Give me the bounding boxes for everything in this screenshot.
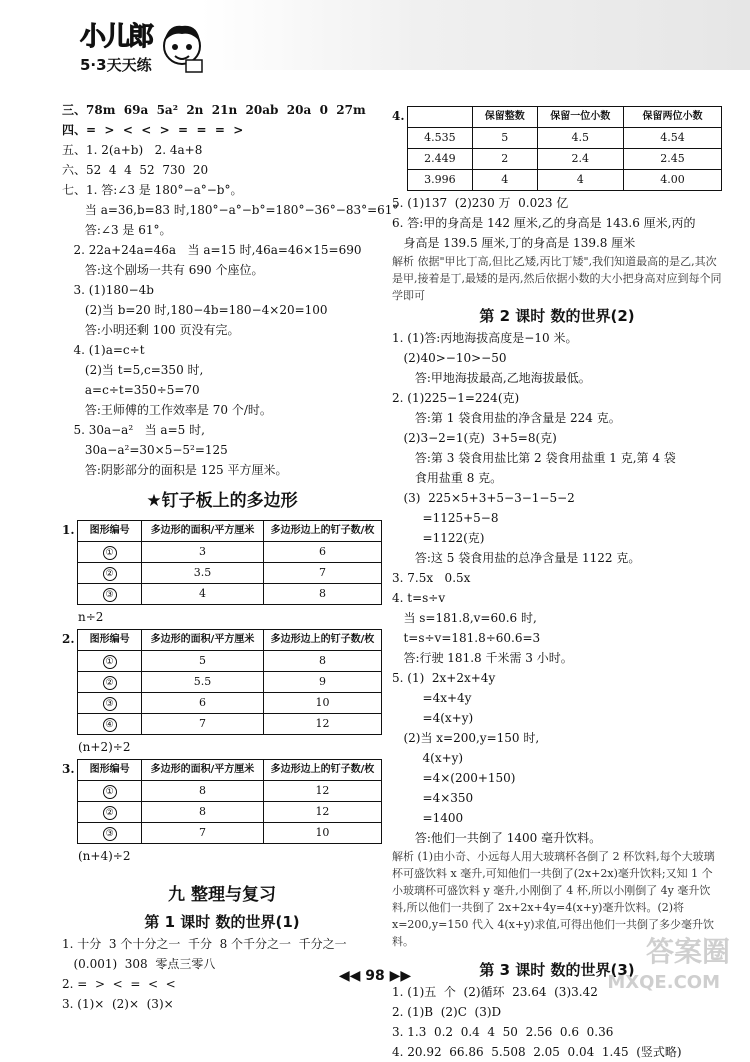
cell: 10 <box>263 823 381 844</box>
col-header: 图形编号 <box>78 760 142 781</box>
answer-line: 答:甲地海拔最高,乙地海拔最低。 <box>392 371 591 385</box>
answer-line: 6. 答:甲的身高是 142 厘米,乙的身高是 143.6 厘米,丙的 <box>392 216 696 230</box>
col-header: 多边形边上的钉子数/枚 <box>263 760 381 781</box>
table-row <box>407 170 721 191</box>
cell: 4.54 <box>624 128 722 149</box>
answer-line: 4(x+y) <box>392 751 464 765</box>
lesson-2-title: 第 2 课时 数的世界(2) <box>479 307 635 325</box>
cell: 7 <box>142 823 264 844</box>
answer-line: 答:行驶 181.8 千米需 3 小时。 <box>392 651 573 665</box>
answer-line: 答:他们一共倒了 1400 毫升饮料。 <box>392 831 602 845</box>
answer-line: 5. (1) 2x+2x+4y <box>392 671 496 685</box>
brand-subtitle: 5·3天天练 <box>80 56 152 74</box>
table-row <box>78 584 382 605</box>
cell: 10 <box>263 693 381 714</box>
col-header: 保留一位小数 <box>537 107 624 128</box>
cell: 7 <box>264 563 382 584</box>
col-header: 多边形的面积/平方厘米 <box>142 760 264 781</box>
cell: 8 <box>142 781 264 802</box>
answer-line: 答:第 1 袋食用盐的净含量是 224 克。 <box>392 411 621 425</box>
answer-line: 答:这 5 袋食用盐的总净含量是 1122 克。 <box>392 551 641 565</box>
col-header: 保留两位小数 <box>624 107 722 128</box>
cell: 4 <box>142 584 264 605</box>
answer-line: 答:小明还剩 100 页没有完。 <box>62 323 240 337</box>
col-header: 多边形的面积/平方厘米 <box>142 521 264 542</box>
figure-id: ① <box>103 655 117 669</box>
section-title-nail-board: ★钉子板上的多边形 <box>146 491 298 511</box>
answer-line: 三、78m 69a 5a² 2n 21n 20ab 20a 0 27m <box>62 103 366 117</box>
cell: 7 <box>142 714 264 735</box>
answer-line: =4×(200+150) <box>392 771 516 785</box>
figure-id: ③ <box>103 588 117 602</box>
answer-line: 5. (1)137 (2)230 万 0.023 亿 <box>392 196 569 210</box>
answer-line: 1. 十分 3 个十分之一 千分 8 个千分之一 千分之一 <box>62 937 347 951</box>
answer-line: 答:这个剧场一共有 690 个座位。 <box>62 263 264 277</box>
cell: 6 <box>142 693 264 714</box>
figure-id: ① <box>103 785 117 799</box>
analysis-note: 解析 依据"甲比丁高,但比乙矮,丙比丁矮",我们知道最高的是乙,其次是甲,接着是丁,最矮的是丙,然后依据小数的大小把身高对应到每个同学即可 <box>392 255 722 302</box>
answer-line: 2. 22a+24a=46a 当 a=15 时,46a=46×15=690 <box>62 243 362 257</box>
answer-line: 六、52 4 4 52 730 20 <box>62 163 209 177</box>
answer-line: 四、= > < < > = = = > <box>62 123 244 137</box>
answer-line: (2)40>−10>−50 <box>392 351 507 365</box>
answer-line: 食用盐重 8 克。 <box>392 471 503 485</box>
watermark-url: MXQE.COM <box>607 972 720 993</box>
cell: 12 <box>263 802 381 823</box>
figure-id: ③ <box>103 827 117 841</box>
cell: 2.449 <box>407 149 472 170</box>
answer-line: 4. t=s÷v <box>392 591 446 605</box>
figure-id: ④ <box>103 718 117 732</box>
answer-line: 3. (1)× (2)× (3)× <box>62 997 174 1011</box>
cell: 4.00 <box>624 170 722 191</box>
answer-line: t=s÷v=181.8÷60.6=3 <box>392 631 541 645</box>
cartoon-boy-icon <box>158 20 206 76</box>
figure-id: ① <box>103 546 117 560</box>
answer-line: 3. 7.5x 0.5x <box>392 571 471 585</box>
answer-line: (3) 225×5+3+5−3−1−5−2 <box>392 491 575 505</box>
answer-line: (2)当 x=200,y=150 时, <box>392 731 540 745</box>
cell: 3 <box>142 542 264 563</box>
nail-table-1 <box>62 520 382 605</box>
table-row <box>407 128 721 149</box>
question-number: 1. <box>62 523 75 537</box>
formula: (n+4)÷2 <box>78 849 131 863</box>
answer-line: 1. (1)答:丙地海拔高度是−10 米。 <box>392 331 578 345</box>
left-column <box>62 100 399 1014</box>
formula: (n+2)÷2 <box>78 740 131 754</box>
cell: 8 <box>142 802 264 823</box>
answer-line: 2. = > < = < < <box>62 977 176 991</box>
answer-line: 5. 30a−a² 当 a=5 时, <box>62 423 205 437</box>
col-header: 图形编号 <box>78 630 142 651</box>
table-row <box>78 823 382 844</box>
answer-line: (2)3−2=1(克) 3+5=8(克) <box>392 431 557 445</box>
answer-line: 2. (1)B (2)C (3)D <box>392 1005 502 1019</box>
unit-title: 九 整理与复习 <box>168 885 276 905</box>
right-column <box>389 104 722 1062</box>
table-row <box>78 651 382 672</box>
cell: 6 <box>264 542 382 563</box>
cell: 8 <box>263 651 381 672</box>
cell: 4 <box>537 170 624 191</box>
cell: 12 <box>263 714 381 735</box>
answer-line: 答:∠3 是 61°。 <box>62 223 172 237</box>
answer-line: =1122(克) <box>392 531 485 545</box>
figure-id: ② <box>103 806 117 820</box>
col-header: 多边形的面积/平方厘米 <box>142 630 264 651</box>
col-header: 保留整数 <box>473 107 538 128</box>
lesson-3-title: 第 3 课时 数的世界(3) <box>479 961 635 979</box>
table-row <box>78 542 382 563</box>
question-number: 4. <box>392 109 405 123</box>
cell: 3.996 <box>407 170 472 191</box>
brand-title: 小儿郎 <box>80 22 153 52</box>
answer-line: 五、1. 2(a+b) 2. 4a+8 <box>62 143 203 157</box>
cell: 5 <box>473 128 538 149</box>
answer-line: a=c÷t=350÷5=70 <box>62 383 200 397</box>
col-header: 图形编号 <box>78 521 142 542</box>
answer-line: (2)当 t=5,c=350 时, <box>62 363 204 377</box>
rounding-table <box>392 106 722 191</box>
col-header <box>407 107 472 128</box>
cell: 4 <box>473 170 538 191</box>
answer-line: =4×350 <box>392 791 474 805</box>
figure-id: ② <box>103 567 117 581</box>
table-row <box>78 714 382 735</box>
cell: 5.5 <box>142 672 264 693</box>
answer-line: 3. 1.3 0.2 0.4 4 50 2.56 0.6 0.36 <box>392 1025 614 1039</box>
nail-table-2 <box>62 629 382 735</box>
answer-line: 七、1. 答:∠3 是 180°−a°−b°。 <box>62 183 243 197</box>
figure-id: ② <box>103 676 117 690</box>
answer-line: 4. 20.92 66.86 5.508 2.05 0.04 1.45 (竖式略) <box>392 1045 682 1059</box>
table-row <box>78 781 382 802</box>
answer-line: 2. (1)225−1=224(克) <box>392 391 520 405</box>
col-header: 多边形边上的钉子数/枚 <box>264 521 382 542</box>
page-number: 98 <box>365 968 385 984</box>
cell: 2.4 <box>537 149 624 170</box>
answer-line: 当 s=181.8,v=60.6 时, <box>392 611 537 625</box>
answer-line: 答:第 3 袋食用盐比第 2 袋食用盐重 1 克,第 4 袋 <box>392 451 676 465</box>
answer-line: =1125+5−8 <box>392 511 499 525</box>
answer-line: 当 a=36,b=83 时,180°−a°−b°=180°−36°−83°=61° <box>62 203 399 217</box>
brand-logo <box>60 14 210 80</box>
answer-line: (2)当 b=20 时,180−4b=180−4×20=100 <box>62 303 328 317</box>
question-number: 3. <box>62 762 75 776</box>
answer-line: (0.001) 308 零点三零八 <box>62 957 216 971</box>
lesson-1-title: 第 1 课时 数的世界(1) <box>144 913 300 931</box>
table-row <box>78 672 382 693</box>
answer-line: 答:王师傅的工作效率是 70 个/时。 <box>62 403 272 417</box>
cell: 4.5 <box>537 128 624 149</box>
table-row <box>78 802 382 823</box>
figure-id: ③ <box>103 697 117 711</box>
cell: 2 <box>473 149 538 170</box>
table-row <box>407 149 721 170</box>
next-arrows-icon: ▶▶ <box>389 968 412 984</box>
watermark: 答案圈 <box>645 935 730 968</box>
cell: 3.5 <box>142 563 264 584</box>
header-band <box>200 0 750 70</box>
cell: 9 <box>263 672 381 693</box>
answer-line: 1. (1)五 个 (2)循环 23.64 (3)3.42 <box>392 985 598 999</box>
cell: 5 <box>142 651 264 672</box>
nail-table-3 <box>62 759 382 844</box>
table-row <box>78 693 382 714</box>
answer-line: =4(x+y) <box>392 711 474 725</box>
answer-line: 3. (1)180−4b <box>62 283 154 297</box>
answer-line: =4x+4y <box>392 691 472 705</box>
cell: 4.535 <box>407 128 472 149</box>
answer-line: 答:阴影部分的面积是 125 平方厘米。 <box>62 463 288 477</box>
answer-line: 身高是 139.5 厘米,丁的身高是 139.8 厘米 <box>392 236 636 250</box>
table-row <box>78 563 382 584</box>
answer-line: 30a−a²=30×5−5²=125 <box>62 443 228 457</box>
answer-line: =1400 <box>392 811 464 825</box>
analysis-note: 解析 (1)由小奇、小远每人用大玻璃杯各倒了 2 杯饮料,每个大玻璃杯可盛饮料 x 毫升,可知他们一共倒了(2x+2x)毫升饮料;又知 1 个小玻璃杯可盛饮料 y 毫升,小刚倒了 4 杯,所以小刚倒了 4y 毫升饮料,所以他们一共倒了 2x+2x+4y=4(x+y)毫升饮料。(2)将 x=200,y=150 代入 4(x+y)求值,可得出他们一共倒了多少毫升饮料。 <box>392 850 715 948</box>
cell: 8 <box>264 584 382 605</box>
col-header: 多边形边上的钉子数/枚 <box>263 630 381 651</box>
formula: n÷2 <box>78 610 104 624</box>
answer-line: 4. (1)a=c÷t <box>62 343 145 357</box>
cell: 12 <box>263 781 381 802</box>
cell: 2.45 <box>624 149 722 170</box>
question-number: 2. <box>62 632 75 646</box>
prev-arrows-icon: ◀◀ <box>338 968 361 984</box>
